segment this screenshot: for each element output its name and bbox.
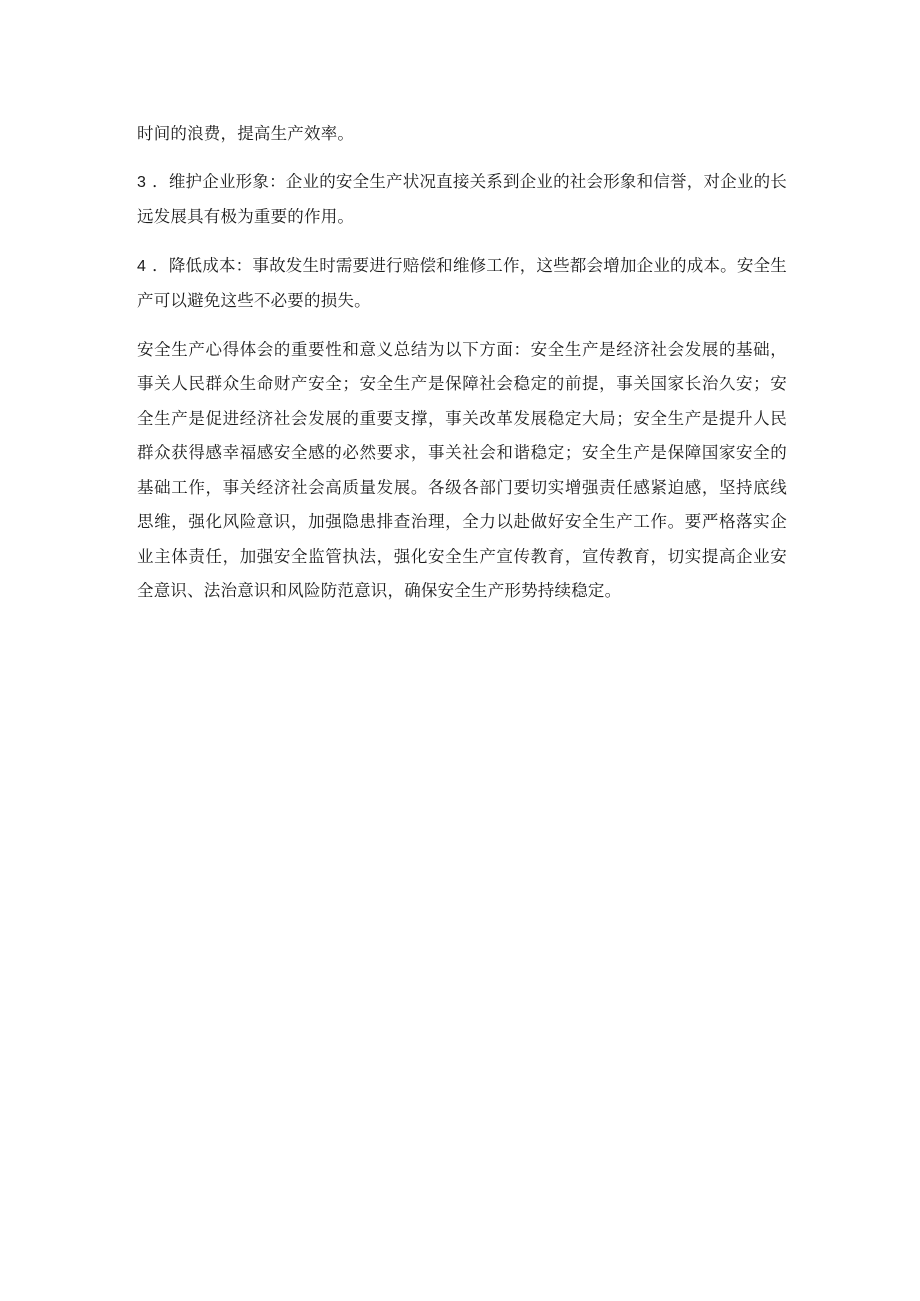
list-item-maintain-image bbox=[137, 165, 787, 235]
list-item-number: 4 bbox=[137, 257, 147, 275]
list-item-reduce-cost bbox=[137, 249, 787, 319]
list-item-text: 企业的安全生产状况直接关系到企业的社会形象和信誉，对企业的长远发展具有极为重要的作用。 bbox=[137, 171, 787, 226]
list-item-text: 事故发生时需要进行赔偿和维修工作，这些都会增加企业的成本。安全生产可以避免这些不必要的损失。 bbox=[137, 255, 788, 310]
list-item-heading: ．维护企业形象： bbox=[152, 171, 286, 191]
paragraph-summary bbox=[137, 333, 787, 609]
paragraph-continuation bbox=[137, 117, 787, 152]
document-body bbox=[137, 117, 787, 623]
list-item-heading: ．降低成本： bbox=[152, 255, 253, 275]
paragraph-text: 安全生产心得体会的重要性和意义总结为以下方面：安全生产是经济社会发展的基础，事关人民群众生命财产安全；安全生产是保障社会稳定的前提，事关国家长治久安；安全生产是促进经济社会发展的重要支撑，事关改革发展稳定大局；安全生产是提升人民群众获得感幸福感安全感的必然要求，事关社会和谐稳定；安全生产是保障国家安全的基础工作，事关经济社会高质量发展。各级各部门要切实增强责任感紧迫感，坚持底线思维，强化风险意识，加强隐患排查治理，全力以赴做好安全生产工作。要严格落实企业主体责任，加强安全监管执法，强化安全生产宣传教育，宣传教育，切实提高企业安全意识、法治意识和风险防范意识，确保安全生产形势持续稳定。 bbox=[137, 339, 787, 600]
paragraph-text: 时间的浪费，提高生产效率。 bbox=[137, 124, 355, 143]
list-item-number: 3 bbox=[137, 173, 147, 191]
